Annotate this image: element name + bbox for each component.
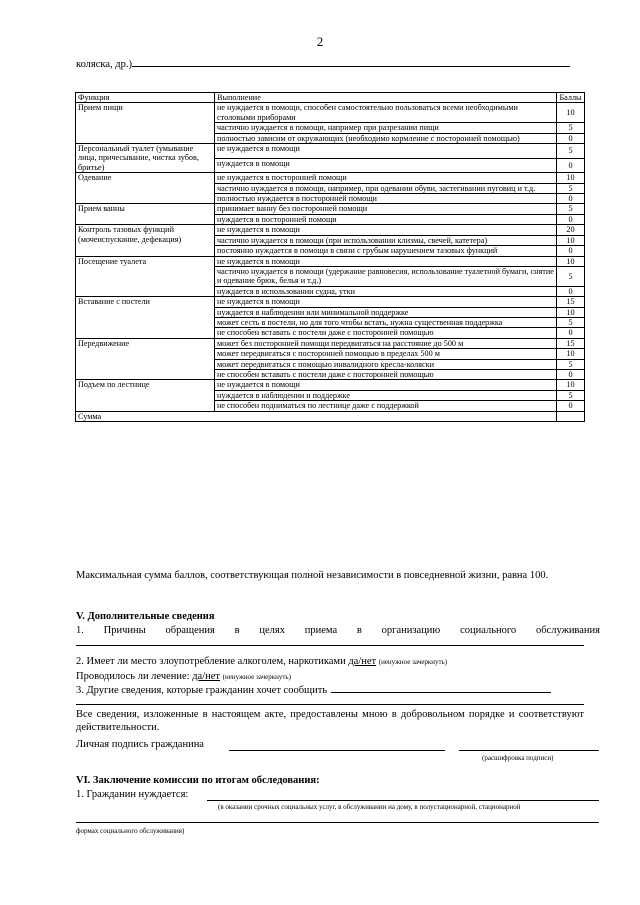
signature-hint: (расшифровка подписи)	[482, 754, 554, 762]
score-cell: 10	[557, 307, 585, 317]
barthel-table	[75, 92, 585, 422]
score-cell: 10	[557, 349, 585, 359]
function-cell: Персональный туалет (умывание лица, причесывание, чистка зубов, бритье)	[76, 144, 215, 173]
execution-cell: полностью зависим от окружающих (необходимо кормление с посторонней помощью)	[215, 133, 557, 143]
score-cell: 5	[557, 144, 585, 159]
score-cell: 10	[557, 256, 585, 266]
score-cell: 0	[557, 246, 585, 256]
section-5-item-3: 3. Другие сведения, которые гражданин хочет сообщить	[76, 685, 551, 696]
score-cell: 5	[557, 204, 585, 214]
score-cell: 20	[557, 225, 585, 235]
score-cell: 5	[557, 359, 585, 369]
function-cell: Вставание с постели	[76, 297, 215, 339]
fill-line[interactable]	[76, 704, 584, 705]
execution-cell: не нуждается в помощи	[215, 144, 557, 159]
section-6-item-1: 1. Гражданин нуждается:	[76, 789, 189, 800]
table-row	[76, 144, 585, 159]
score-cell: 5	[557, 390, 585, 400]
function-cell: Прием ванны	[76, 204, 215, 225]
score-cell: 10	[557, 380, 585, 390]
score-cell: 5	[557, 317, 585, 327]
score-cell: 0	[557, 369, 585, 379]
score-cell: 15	[557, 297, 585, 307]
function-cell: Контроль тазовых функций (мочеиспускание, дефекация)	[76, 225, 215, 256]
score-cell: 10	[557, 173, 585, 183]
score-cell: 10	[557, 103, 585, 123]
function-cell: Прием пищи	[76, 103, 215, 144]
table-row	[76, 204, 585, 214]
execution-cell: не нуждается в помощи	[215, 380, 557, 390]
section-6-hint-1: (в оказании срочных социальных услуг, в обслуживании на дому, в полустационарной, стационарной	[218, 803, 521, 811]
execution-cell: нуждается в наблюдении или минимальной поддержке	[215, 307, 557, 317]
header-execution: Выполнение	[215, 93, 557, 103]
fill-line[interactable]	[76, 645, 584, 646]
yes-no-choice[interactable]: да/нет	[348, 656, 377, 667]
execution-cell: не способен вставать с постели даже с посторонней помощью	[215, 369, 557, 379]
score-cell: 0	[557, 214, 585, 224]
execution-cell: может передвигаться с помощью инвалидного кресла-коляски	[215, 359, 557, 369]
yes-no-choice[interactable]: да/нет	[192, 671, 221, 682]
function-cell: Передвижение	[76, 338, 215, 380]
table-row	[76, 173, 585, 183]
score-cell: 5	[557, 123, 585, 133]
fill-line[interactable]	[76, 822, 599, 823]
fill-line[interactable]	[207, 800, 599, 801]
execution-cell: частично нуждается в помощи (при использовании клизмы, свечей, катетера)	[215, 235, 557, 245]
signature-label: Личная подпись гражданина	[76, 739, 204, 750]
sum-label: Сумма	[76, 411, 215, 421]
page-number: 2	[316, 34, 324, 49]
top-line: коляска, др.)	[76, 59, 570, 70]
function-cell: Подъем по лестнице	[76, 380, 215, 411]
sum-spacer	[215, 411, 557, 421]
execution-cell: частично нуждается в помощи, например при разрезании пищи	[215, 123, 557, 133]
execution-cell: нуждается в помощи	[215, 158, 557, 173]
score-cell: 0	[557, 401, 585, 411]
execution-cell: постоянно нуждается в помощи в связи с грубым нарушением тазовых функций	[215, 246, 557, 256]
execution-cell: частично нуждается в помощи, например, при одевании обуви, застегивании пуговиц и т.д.	[215, 183, 557, 193]
execution-cell: принимает ванну без посторонней помощи	[215, 204, 557, 214]
table-header-row	[76, 93, 585, 103]
signature-decode-line[interactable]	[459, 750, 599, 751]
section-6-hint-2: формах социального обслуживания)	[76, 827, 185, 835]
score-cell: 0	[557, 194, 585, 204]
execution-cell: может передвигаться с посторонней помощью в пределах 500 м	[215, 349, 557, 359]
execution-cell: не способен подниматься по лестнице даже с поддержкой	[215, 401, 557, 411]
table-row	[76, 103, 585, 123]
section-5-title: V. Дополнительные сведения	[76, 611, 215, 622]
signature-line[interactable]	[229, 750, 445, 751]
score-cell: 0	[557, 133, 585, 143]
execution-cell: частично нуждается в помощи (удержание равновесия, использование туалетной бумаги, снятие и одевание брюк, белья и т.д.)	[215, 266, 557, 286]
execution-cell: не способен вставать с постели даже с посторонней помощью	[215, 328, 557, 338]
section-5-item-1: 1. Причины обращения в целях приема в организацию социального обслуживания	[76, 625, 600, 636]
max-score-note: Максимальная сумма баллов, соответствующая полной независимости в повседневной жизни, равна 100.	[76, 570, 549, 581]
sum-value[interactable]	[557, 411, 585, 421]
section-6-title: VI. Заключение комиссии по итогам обследования:	[76, 775, 320, 786]
table-row	[76, 225, 585, 235]
execution-cell: нуждается в использовании судна, утки	[215, 286, 557, 296]
score-cell: 5	[557, 266, 585, 286]
table-row	[76, 297, 585, 307]
score-cell: 0	[557, 328, 585, 338]
execution-cell: нуждается в посторонней помощи	[215, 214, 557, 224]
score-cell: 15	[557, 338, 585, 348]
score-cell: 0	[557, 158, 585, 173]
function-cell: Посещение туалета	[76, 256, 215, 297]
declaration: Все сведения, изложенные в настоящем акте, предоставлены мною в добровольном порядке и соответствуют действительности.	[76, 709, 584, 733]
score-cell: 0	[557, 286, 585, 296]
execution-cell: полностью нуждается в посторонней помощи	[215, 194, 557, 204]
section-5-item-2: 2. Имеет ли место злоупотребление алкоголем, наркотиками да/нет (ненужное зачеркнуть)	[76, 656, 448, 667]
execution-cell: не нуждается в помощи	[215, 225, 557, 235]
section-5-item-2b: Проводилось ли лечение: да/нет (ненужное зачеркнуть)	[76, 671, 291, 682]
table-row	[76, 256, 585, 266]
execution-cell: может сесть в постели, но для того чтобы встать, нужна существенная поддержка	[215, 317, 557, 327]
header-function: Функция	[76, 93, 215, 103]
table-row	[76, 338, 585, 348]
header-score: Баллы	[557, 93, 585, 103]
execution-cell: не нуждается в помощи	[215, 256, 557, 266]
table-row	[76, 380, 585, 390]
fill-line[interactable]	[331, 692, 551, 693]
execution-cell: нуждается в наблюдении и поддержке	[215, 390, 557, 400]
execution-cell: не нуждается в помощи	[215, 297, 557, 307]
execution-cell: может без посторонней помощи передвигаться на расстояние до 500 м	[215, 338, 557, 348]
execution-cell: не нуждается в посторонней помощи	[215, 173, 557, 183]
function-cell: Одевание	[76, 173, 215, 204]
execution-cell: не нуждается в помощи, способен самостоятельно пользоваться всеми необходимыми столовыми приборами	[215, 103, 557, 123]
sum-row	[76, 411, 585, 421]
score-cell: 5	[557, 183, 585, 193]
score-cell: 10	[557, 235, 585, 245]
